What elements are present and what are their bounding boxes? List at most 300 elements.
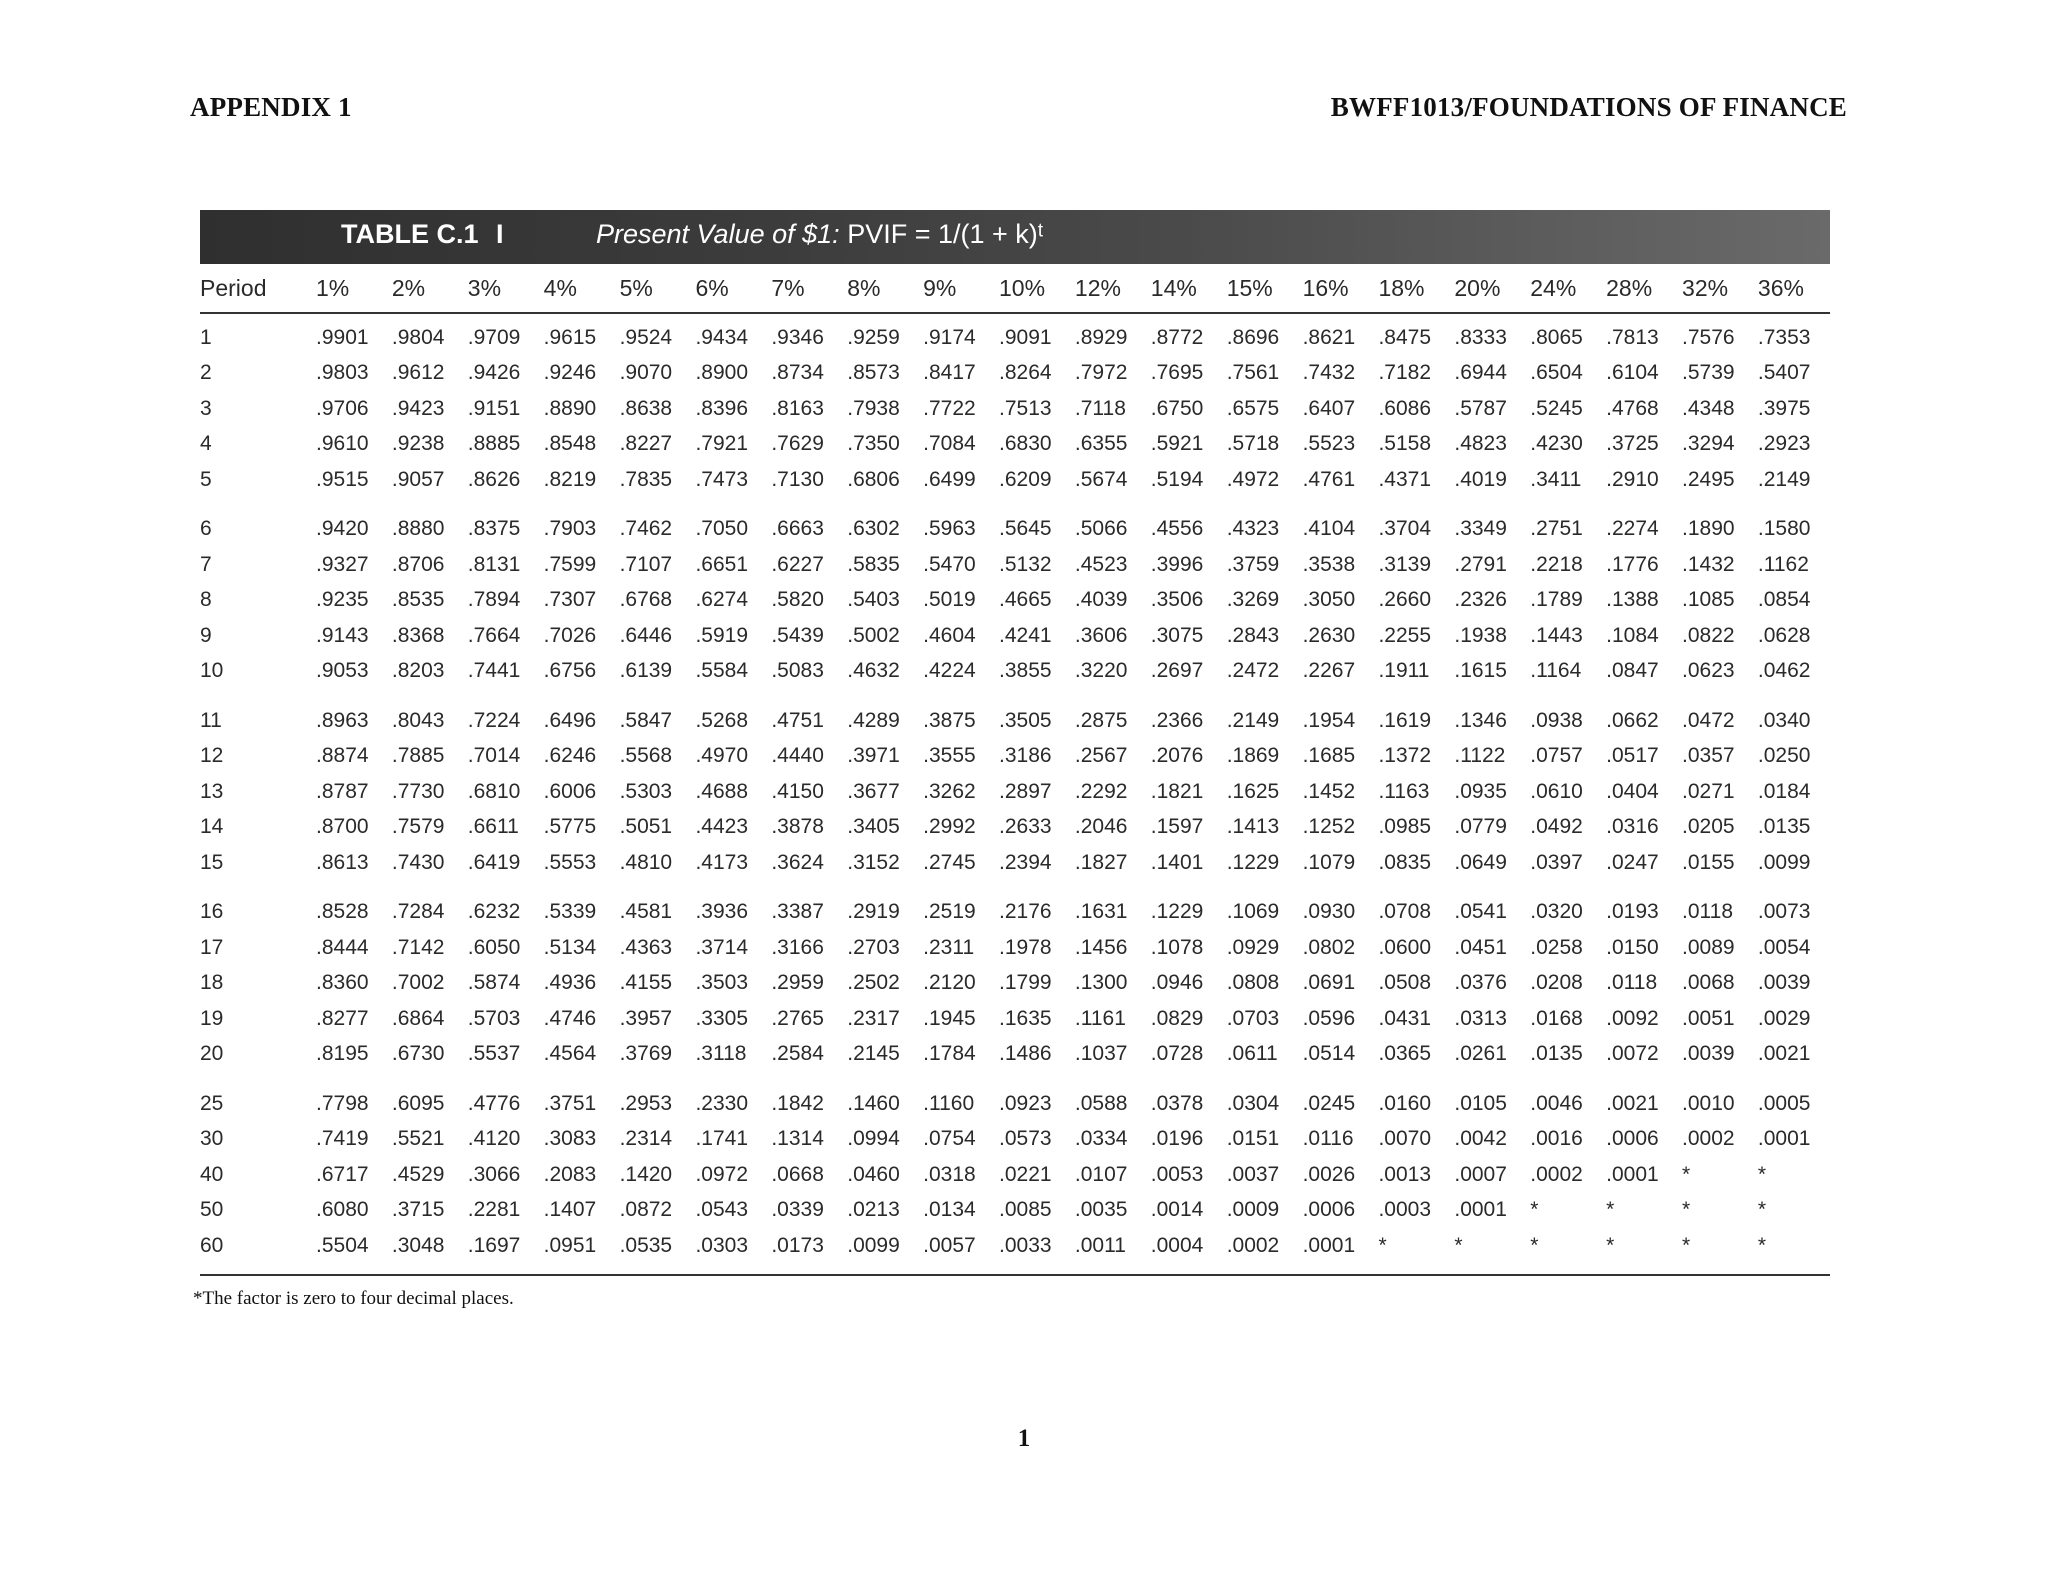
factor-cell: .3624	[771, 850, 824, 874]
factor-cell: .0002	[1682, 1127, 1735, 1151]
factor-cell: .3050	[1302, 588, 1356, 612]
table-row	[200, 966, 1830, 1002]
factor-cell: .0668	[771, 1162, 824, 1186]
factor-cell: .2083	[543, 1162, 597, 1186]
factor-cell: .1069	[1226, 900, 1280, 924]
factor-cell: .0535	[616, 1228, 692, 1275]
period-cell: 6	[200, 517, 212, 541]
factor-cell: .2274	[1606, 517, 1659, 541]
rate-column-header: 24%	[1526, 264, 1602, 313]
table-row	[200, 1001, 1830, 1037]
period-cell: 12	[200, 744, 224, 768]
factor-cell: .1084	[1606, 623, 1659, 647]
period-cell: 13	[200, 779, 224, 803]
factor-cell: .2330	[695, 1091, 749, 1115]
factor-cell: .0003	[1378, 1198, 1432, 1222]
rate-column-header: 2%	[388, 264, 464, 313]
factor-cell: .7695	[1150, 361, 1204, 385]
factor-cell: .0001	[1299, 1228, 1375, 1275]
factor-cell: .3555	[923, 744, 976, 768]
factor-cell: .7432	[1302, 361, 1356, 385]
factor-cell: .2366	[1150, 708, 1204, 732]
table-header-row	[200, 264, 1830, 313]
factor-cell: .2281	[467, 1198, 521, 1222]
factor-cell: .1346	[1454, 708, 1507, 732]
factor-cell: .2745	[923, 850, 976, 874]
table-row	[200, 356, 1830, 392]
factor-cell: .0002	[1223, 1228, 1299, 1275]
page-number: 1	[1017, 1425, 1031, 1452]
factor-cell: .2875	[1074, 708, 1128, 732]
factor-cell: .0118	[1682, 900, 1734, 924]
factor-cell: .0271	[1682, 779, 1735, 803]
factor-cell: .7938	[847, 396, 900, 420]
factor-cell: .8885	[467, 432, 521, 456]
factor-cell: .0014	[1150, 1198, 1204, 1222]
factor-cell: .3139	[1378, 552, 1432, 576]
factor-cell: .7579	[391, 815, 445, 839]
factor-cell: .0116	[1302, 1127, 1354, 1151]
factor-cell: .3349	[1454, 517, 1507, 541]
factor-cell: .1162	[1757, 552, 1809, 576]
factor-cell: .3936	[695, 900, 749, 924]
rate-column-header: 12%	[1071, 264, 1147, 313]
factor-cell: .1789	[1530, 588, 1583, 612]
factor-cell: .7002	[391, 971, 445, 995]
factor-cell: .1842	[771, 1091, 824, 1115]
factor-cell: .0193	[1606, 900, 1659, 924]
factor-cell: .6246	[543, 744, 597, 768]
factor-cell: .5820	[771, 588, 824, 612]
factor-cell: .3704	[1378, 517, 1432, 541]
factor-cell: .5921	[1150, 432, 1204, 456]
factor-cell: .1784	[923, 1042, 976, 1066]
factor-cell: .0872	[619, 1198, 673, 1222]
factor-cell: .5739	[1682, 361, 1735, 385]
factor-cell: *	[1606, 1198, 1615, 1222]
factor-cell: .4019	[1454, 467, 1507, 491]
factor-cell: .0010	[1682, 1091, 1735, 1115]
rate-column-header: 7%	[767, 264, 843, 313]
factor-cell: .7903	[543, 517, 597, 541]
factor-cell: .1161	[1074, 1006, 1126, 1030]
factor-cell: .3083	[543, 1127, 597, 1151]
factor-cell: .1413	[1226, 815, 1280, 839]
period-cell: 17	[200, 935, 224, 959]
factor-cell: .6768	[619, 588, 673, 612]
table-formula: PVIF = 1/(1 + k)ᵗ	[847, 219, 1044, 249]
factor-cell: .1827	[1074, 850, 1128, 874]
factor-cell: .3957	[619, 1006, 673, 1030]
factor-cell: .1229	[1226, 850, 1280, 874]
factor-cell: .1945	[923, 1006, 976, 1030]
factor-cell: .9259	[847, 325, 900, 349]
table-row	[200, 739, 1830, 775]
factor-cell: .0451	[1454, 935, 1507, 959]
factor-cell: .4810	[619, 850, 673, 874]
factor-cell: .4039	[1074, 588, 1128, 612]
rate-column-header: 8%	[843, 264, 919, 313]
factor-cell: .4150	[771, 779, 824, 803]
factor-cell: .9615	[543, 325, 597, 349]
factor-cell: .7050	[695, 517, 749, 541]
factor-cell: .8360	[316, 971, 369, 995]
factor-cell: .1314	[771, 1127, 824, 1151]
period-cell: 18	[200, 971, 224, 995]
factor-cell: .1635	[999, 1006, 1052, 1030]
factor-cell: .3996	[1150, 552, 1204, 576]
factor-cell: .8264	[999, 361, 1052, 385]
factor-cell: .0208	[1530, 971, 1583, 995]
factor-cell: .4751	[771, 708, 824, 732]
factor-cell: .2311	[923, 935, 975, 959]
table-row	[200, 313, 1830, 356]
factor-cell: .0107	[1074, 1162, 1128, 1186]
factor-cell: .3503	[695, 971, 749, 995]
factor-cell: .4104	[1302, 517, 1356, 541]
factor-cell: .4348	[1682, 396, 1735, 420]
factor-cell: .1432	[1682, 552, 1735, 576]
table-label: TABLE C.1	[341, 219, 479, 249]
factor-cell: .6663	[771, 517, 824, 541]
factor-cell: .4440	[771, 744, 824, 768]
factor-cell: .1163	[1378, 779, 1430, 803]
factor-cell: .4936	[543, 971, 597, 995]
factor-cell: .2992	[923, 815, 976, 839]
table-row	[200, 845, 1830, 881]
factor-cell: .6209	[999, 467, 1052, 491]
factor-cell: .0068	[1682, 971, 1735, 995]
factor-cell: .0021	[1757, 1042, 1811, 1066]
factor-cell: .2495	[1682, 467, 1735, 491]
period-cell: 15	[200, 850, 224, 874]
factor-cell: .2149	[1226, 708, 1280, 732]
factor-cell: .8277	[316, 1006, 369, 1030]
factor-cell: .8548	[543, 432, 597, 456]
factor-cell: .5339	[543, 900, 597, 924]
factor-cell: .0930	[1302, 900, 1356, 924]
rate-column-header: 18%	[1374, 264, 1450, 313]
factor-cell: .0573	[999, 1127, 1052, 1151]
factor-cell: .9070	[619, 361, 673, 385]
factor-cell: .0085	[999, 1198, 1052, 1222]
factor-cell: .5439	[771, 623, 824, 647]
factor-cell: *	[1602, 1228, 1678, 1275]
factor-cell: .0340	[1757, 708, 1811, 732]
factor-cell: .4241	[999, 623, 1052, 647]
factor-cell: .2218	[1530, 552, 1583, 576]
factor-cell: .8638	[619, 396, 673, 420]
factor-cell: .0009	[1226, 1198, 1280, 1222]
factor-cell: .0854	[1757, 588, 1811, 612]
factor-cell: .8874	[316, 744, 369, 768]
factor-cell: .3677	[847, 779, 900, 803]
factor-cell: .5470	[923, 552, 976, 576]
factor-cell: *	[1374, 1228, 1450, 1275]
table-title-text: Present Value of $1:	[596, 219, 840, 249]
factor-cell: .2923	[1757, 432, 1811, 456]
factor-cell: .0517	[1606, 744, 1659, 768]
factor-cell: .6095	[391, 1091, 445, 1115]
factor-cell: .0016	[1530, 1127, 1583, 1151]
factor-cell: .2292	[1074, 779, 1128, 803]
factor-cell: .7182	[1378, 361, 1432, 385]
period-cell: 7	[200, 552, 212, 576]
factor-cell: .0184	[1757, 779, 1811, 803]
factor-cell: .1085	[1682, 588, 1735, 612]
factor-cell: .0508	[1378, 971, 1432, 995]
factor-cell: .7284	[391, 900, 445, 924]
factor-cell: .0649	[1454, 850, 1507, 874]
factor-cell: .8963	[316, 708, 369, 732]
factor-cell: .2255	[1378, 623, 1432, 647]
factor-cell: .3714	[695, 935, 749, 959]
factor-cell: .0092	[1606, 1006, 1659, 1030]
factor-cell: .8528	[316, 900, 369, 924]
table-body	[200, 313, 1830, 1275]
pvif-table	[200, 264, 1830, 1276]
factor-cell: .2149	[1757, 467, 1811, 491]
factor-cell: .1079	[1302, 850, 1356, 874]
period-cell: 1	[200, 325, 212, 349]
factor-cell: .8333	[1454, 325, 1507, 349]
factor-cell: .0600	[1378, 935, 1432, 959]
factor-cell: *	[1754, 1228, 1830, 1275]
factor-cell: .8444	[316, 935, 369, 959]
factor-cell: .0628	[1757, 623, 1811, 647]
factor-cell: .9426	[467, 361, 521, 385]
factor-cell: .5019	[923, 588, 976, 612]
rate-column-header: 28%	[1602, 264, 1678, 313]
factor-cell: .0001	[1757, 1127, 1811, 1151]
factor-cell: .0985	[1378, 815, 1432, 839]
factor-cell: .0006	[1606, 1127, 1659, 1151]
factor-cell: .8195	[316, 1042, 369, 1066]
factor-cell: .9610	[316, 432, 369, 456]
factor-cell: .0929	[1226, 935, 1280, 959]
factor-cell: .5132	[999, 552, 1052, 576]
factor-cell: .8772	[1150, 325, 1204, 349]
factor-cell: .7142	[391, 935, 445, 959]
factor-cell: .3387	[771, 900, 824, 924]
factor-cell: .7026	[543, 623, 597, 647]
factor-cell: .6496	[543, 708, 597, 732]
factor-cell: .4970	[695, 744, 749, 768]
factor-cell: .8700	[316, 815, 369, 839]
factor-cell: .0779	[1454, 815, 1507, 839]
period-cell: 50	[200, 1198, 224, 1222]
factor-cell: .0007	[1454, 1162, 1507, 1186]
factor-cell: .4564	[543, 1042, 597, 1066]
factor-cell: .0365	[1378, 1042, 1432, 1066]
factor-cell: .5537	[467, 1042, 521, 1066]
factor-cell: .0053	[1150, 1162, 1204, 1186]
factor-cell: .5584	[695, 659, 749, 683]
table-row	[200, 547, 1830, 583]
period-cell: 11	[200, 708, 222, 732]
factor-cell: .0039	[1757, 971, 1811, 995]
factor-cell: .0118	[1606, 971, 1658, 995]
table-row	[200, 1228, 1830, 1275]
factor-cell: .7513	[999, 396, 1052, 420]
pvif-table-container	[200, 210, 1830, 1276]
factor-cell: .7730	[391, 779, 445, 803]
factor-cell: .2633	[999, 815, 1052, 839]
factor-cell: .8475	[1378, 325, 1432, 349]
factor-cell: .0320	[1530, 900, 1583, 924]
factor-cell: .6050	[467, 935, 521, 959]
factor-cell: .7473	[695, 467, 749, 491]
factor-cell: .0754	[923, 1127, 976, 1151]
factor-cell: .7118	[1074, 396, 1126, 420]
factor-cell: .7441	[467, 659, 521, 683]
factor-cell: .0006	[1302, 1198, 1356, 1222]
factor-cell: .6302	[847, 517, 900, 541]
factor-cell: .2046	[1074, 815, 1128, 839]
factor-cell: *	[1757, 1162, 1767, 1186]
factor-cell: .4776	[467, 1091, 521, 1115]
factor-cell: .0588	[1074, 1091, 1128, 1115]
factor-cell: .2765	[771, 1006, 824, 1030]
factor-cell: .0134	[923, 1198, 976, 1222]
factor-cell: .0339	[771, 1198, 824, 1222]
period-cell: 10	[200, 659, 224, 683]
factor-cell: .7722	[923, 396, 976, 420]
factor-cell: .1160	[923, 1091, 975, 1115]
table-row	[200, 1157, 1830, 1193]
factor-cell: .5568	[619, 744, 673, 768]
factor-cell: .7629	[771, 432, 824, 456]
factor-cell: .5835	[847, 552, 900, 576]
factor-cell: .3769	[619, 1042, 673, 1066]
factor-cell: *	[1757, 1198, 1767, 1222]
factor-cell: .6227	[771, 552, 824, 576]
factor-cell: .2145	[847, 1042, 900, 1066]
factor-cell: .7430	[391, 850, 445, 874]
factor-cell: .9053	[316, 659, 369, 683]
factor-cell: .2953	[619, 1091, 673, 1115]
factor-cell: .3305	[695, 1006, 749, 1030]
factor-cell: .0492	[1530, 815, 1583, 839]
factor-cell: .2176	[999, 900, 1052, 924]
factor-cell: .1456	[1074, 935, 1128, 959]
factor-cell: .0994	[847, 1127, 900, 1151]
factor-cell: .6651	[695, 552, 749, 576]
factor-cell: .0221	[999, 1162, 1052, 1186]
factor-cell: .7576	[1682, 325, 1735, 349]
factor-cell: .9423	[391, 396, 445, 420]
factor-cell: .0431	[1378, 1006, 1432, 1030]
factor-cell: .3066	[467, 1162, 521, 1186]
factor-cell: .0472	[1682, 708, 1735, 732]
factor-cell: .6419	[467, 850, 521, 874]
factor-cell: .1388	[1606, 588, 1659, 612]
factor-cell: .0946	[1150, 971, 1204, 995]
factor-cell: .6139	[619, 659, 673, 683]
factor-cell: .1580	[1757, 517, 1811, 541]
factor-cell: .8203	[391, 659, 445, 683]
factor-cell: .1486	[999, 1042, 1052, 1066]
factor-cell: .3294	[1682, 432, 1735, 456]
period-cell: 60	[200, 1228, 312, 1275]
factor-cell: .4688	[695, 779, 749, 803]
factor-cell: .8696	[1226, 325, 1280, 349]
factor-cell: .3220	[1074, 659, 1128, 683]
factor-cell: .4523	[1074, 552, 1128, 576]
table-title-separator: I	[496, 219, 504, 249]
period-column-header: Period	[200, 264, 312, 313]
factor-cell: .0378	[1150, 1091, 1204, 1115]
factor-cell: .4632	[847, 659, 900, 683]
factor-cell: .5158	[1378, 432, 1432, 456]
factor-cell: .9057	[391, 467, 445, 491]
factor-cell: .0951	[540, 1228, 616, 1275]
factor-cell: .0623	[1682, 659, 1735, 683]
factor-cell: .8227	[619, 432, 673, 456]
factor-cell: .8613	[316, 850, 369, 874]
factor-cell: *	[1530, 1198, 1539, 1222]
factor-cell: .1164	[1530, 659, 1582, 683]
factor-cell: .3855	[999, 659, 1052, 683]
table-title	[596, 219, 1044, 250]
factor-cell: .9246	[543, 361, 597, 385]
table-row	[200, 1072, 1830, 1122]
factor-cell: .2502	[847, 971, 900, 995]
factor-cell: .4529	[391, 1162, 445, 1186]
factor-cell: .9346	[771, 325, 824, 349]
factor-cell: .0757	[1530, 744, 1583, 768]
factor-cell: .0808	[1226, 971, 1280, 995]
factor-cell: .6730	[391, 1042, 445, 1066]
factor-cell: .4423	[695, 815, 749, 839]
factor-cell: .3411	[1530, 467, 1582, 491]
period-cell: 20	[200, 1042, 224, 1066]
factor-cell: .4323	[1226, 517, 1280, 541]
table-row	[200, 930, 1830, 966]
rate-column-header: 10%	[995, 264, 1071, 313]
factor-cell: .6504	[1530, 361, 1583, 385]
factor-cell: .0037	[1226, 1162, 1280, 1186]
factor-cell: .5194	[1150, 467, 1204, 491]
factor-cell: .9706	[316, 396, 369, 420]
factor-cell: .9091	[999, 325, 1052, 349]
factor-cell: .1452	[1302, 779, 1356, 803]
factor-cell: .4581	[619, 900, 673, 924]
factor-cell: *	[1526, 1228, 1602, 1275]
factor-cell: .2120	[923, 971, 976, 995]
factor-cell: .2703	[847, 935, 900, 959]
factor-cell: .3506	[1150, 588, 1204, 612]
period-cell: 16	[200, 900, 224, 924]
factor-cell: .2076	[1150, 744, 1204, 768]
factor-cell: .5051	[619, 815, 673, 839]
factor-cell: .0938	[1530, 708, 1583, 732]
rate-column-header: 36%	[1754, 264, 1830, 313]
factor-cell: .0935	[1454, 779, 1507, 803]
factor-cell: .3971	[847, 744, 900, 768]
factor-cell: .9803	[316, 361, 369, 385]
period-cell: 5	[200, 467, 212, 491]
factor-cell: .9235	[316, 588, 369, 612]
factor-cell: .0002	[1530, 1162, 1583, 1186]
factor-cell: .1078	[1150, 935, 1204, 959]
factor-cell: .6944	[1454, 361, 1507, 385]
period-cell: 8	[200, 588, 212, 612]
factor-cell: .1372	[1378, 744, 1432, 768]
factor-cell: .8396	[695, 396, 749, 420]
factor-cell: .0303	[691, 1228, 767, 1275]
factor-cell: .8621	[1302, 325, 1356, 349]
